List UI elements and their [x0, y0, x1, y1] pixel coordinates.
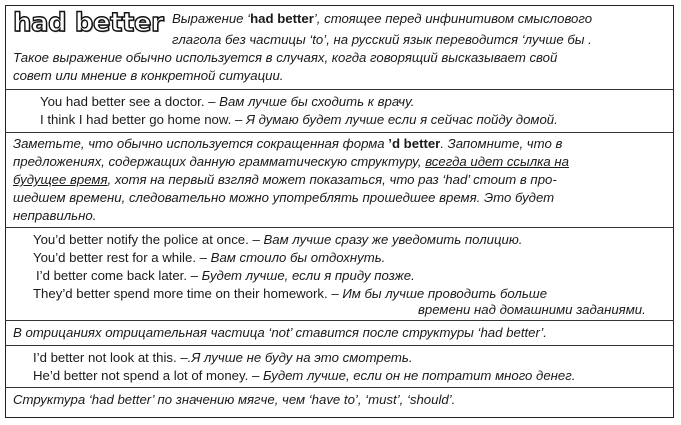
example-line	[33, 350, 413, 366]
note-text: , хотя на первый взгляд может показаться, что раз ‘had’ стоит в про-	[107, 172, 557, 187]
example-russian: – Им бы лучше проводить больше	[327, 286, 548, 301]
intro-line-2: глагола без частицы ‘to’, на русский язык переводится ‘лучше бы .	[172, 32, 592, 47]
example-english: You’d better rest for a while.	[33, 250, 196, 265]
example-english: You had better see a doctor.	[40, 94, 205, 109]
intro-term: had better	[250, 11, 314, 26]
intro-line-4: совет или мнение в конкретной ситуации.	[13, 68, 284, 83]
example-line	[33, 232, 522, 248]
example-english: I think I had better go home now.	[40, 112, 232, 127]
intro-text: Выражение ‘	[172, 11, 251, 26]
example-english: I’d better not look at this.	[33, 350, 177, 365]
intro-line-1	[172, 11, 592, 27]
example-line	[33, 368, 575, 384]
intro-line-3: Такое выражение обычно используется в случаях, когда говорящий высказывает свой	[13, 50, 558, 65]
note-term: ’d better	[388, 136, 441, 151]
note-emphasis: всегда идет ссылка на	[425, 154, 569, 169]
example-line	[40, 94, 414, 110]
example-english: They’d better spend more time on their homework.	[33, 286, 328, 301]
example-line	[33, 286, 547, 302]
example-russian: – Будет лучше, если я приду позже.	[187, 268, 415, 283]
example-line	[36, 268, 415, 284]
example-continuation: времени над домашними заданиями.	[418, 302, 646, 317]
example-line	[40, 112, 558, 128]
section-divider	[5, 320, 674, 321]
note-emphasis: будущее время	[13, 172, 108, 187]
section-divider	[5, 345, 674, 346]
example-english: I’d better come back later.	[36, 268, 187, 283]
note-line-1	[13, 136, 562, 152]
example-russian: – Вам лучше бы сходить к врачу.	[204, 94, 415, 109]
note-line-2	[13, 154, 569, 170]
example-russian: – Вам лучше сразу же уведомить полицию.	[248, 232, 523, 247]
had-better-logo: had better	[13, 8, 164, 38]
example-russian: – Я думаю будет лучше если я сейчас пойду домой.	[231, 112, 558, 127]
section-divider	[5, 89, 674, 90]
note-line-5: неправильно.	[13, 208, 97, 223]
section-divider	[5, 132, 674, 133]
example-line	[33, 250, 385, 266]
section-divider	[5, 227, 674, 228]
example-russian: – Вам стоило бы отдохнуть.	[195, 250, 386, 265]
note-text: предложениях, содержащих данную грамматическую структуру,	[13, 154, 426, 169]
example-russian: – Будет лучше, если он не потратит много денег.	[248, 368, 576, 383]
example-english: He’d better not spend a lot of money.	[33, 368, 249, 383]
negation-rule: В отрицаниях отрицательная частица ‘not’ ставится после структуры ‘had better’.	[13, 325, 547, 340]
intro-text: ’, стоящее перед инфинитивом смыслового	[313, 11, 593, 26]
summary-line: Структура ‘had better’ по значению мягче, чем ‘have to’, ‘must’, ‘should’.	[13, 392, 456, 407]
note-line-3	[13, 172, 557, 188]
note-text: Заметьте, что обычно используется сокращенная форма	[13, 136, 389, 151]
note-line-4: шедшем времени, следовательно можно употреблять прошедшее время. Это будет	[13, 190, 555, 205]
example-russian: –.Я лучше не буду на это смотреть.	[176, 350, 413, 365]
example-english: You’d better notify the police at once.	[33, 232, 249, 247]
section-divider	[5, 387, 674, 388]
note-text: . Запомните, что в	[440, 136, 563, 151]
